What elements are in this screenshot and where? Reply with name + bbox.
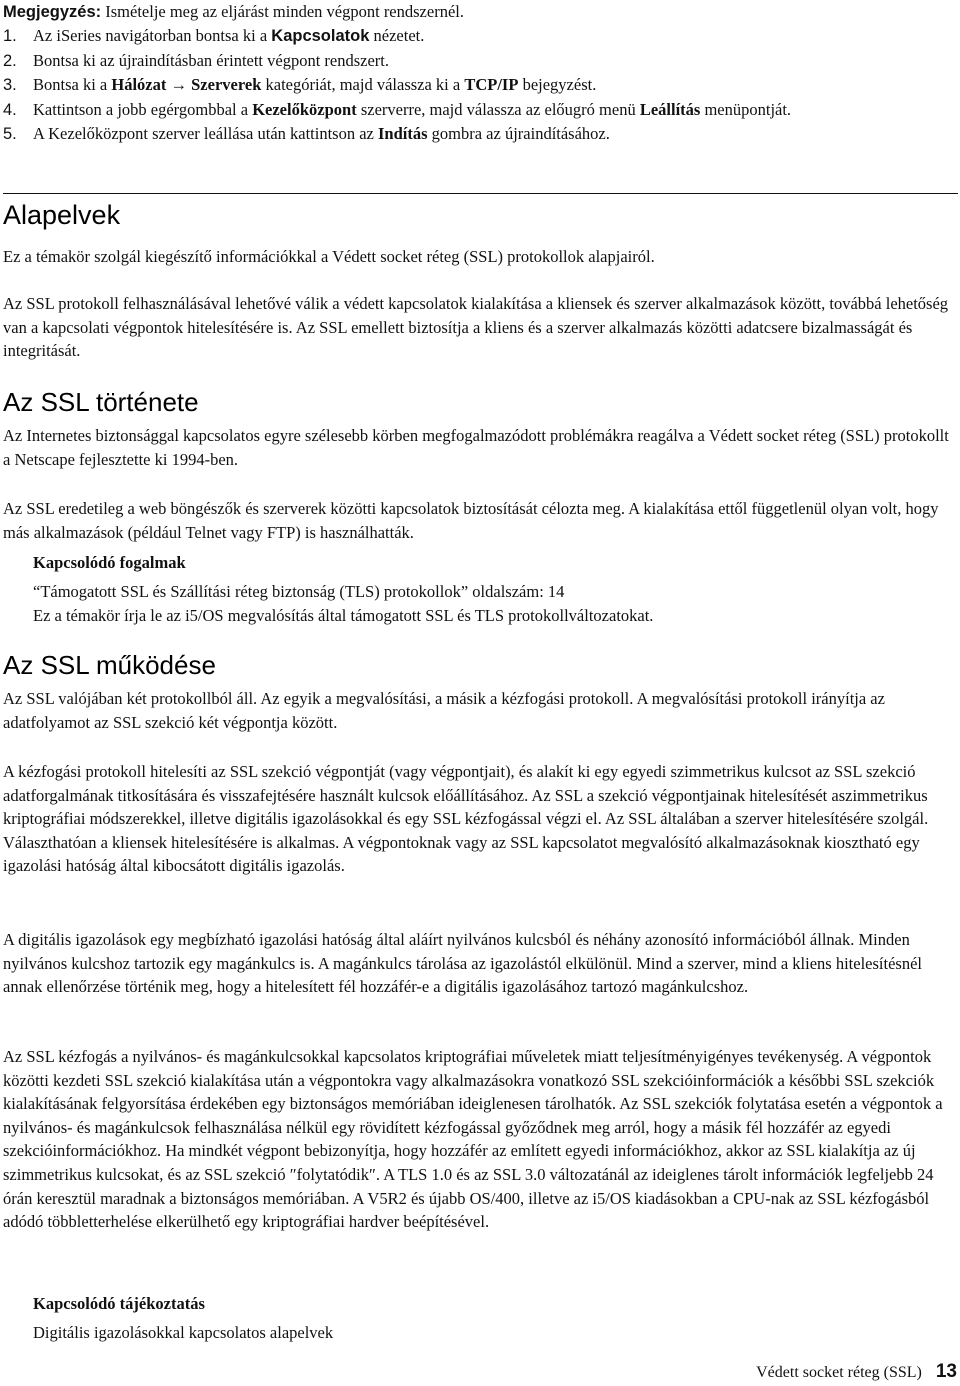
- step-item: [3, 73, 959, 98]
- note-text: Ismételje meg az eljárást minden végpont rendszernél.: [101, 2, 464, 21]
- paragraph: Az Internetes biztonsággal kapcsolatos egyre szélesebb körben megfogalmazódott problémákra reagálva a Védett socket réteg (SSL) protokollt a Netscape fejlesztette ki 1994-ben.: [3, 426, 949, 469]
- paragraph: Az SSL kézfogás a nyilvános- és magánkulcsokkal kapcsolatos kriptográfiai műveletek miatt teljesítményigényes tevékenység. A végpontok közötti kezdeti SSL szekció kialakítása után a végpontokra vagy alkalmazásokra vonatkozó SSL szekcióinformációk a későbbi SSL szekciók kialakításának felgyorsítása érdekében egy biztonságos memóriában ideiglenesen tárolhatók. Az SSL szekciók folytatása esetén a végpontok a nyilvános- és magánkulcsok felhasználása nélkül egy rövidített kézfogással győződnek meg arról, hogy a másik fél hozzáfér az egyedi szekcióinformációkhoz. Ha mindkét végpont bebizonyítja, hogy hozzáfér az említett egyedi információkhoz, akkor az SSL kialakítja az új szimmetrikus kulcsokat, és az SSL szekció ″folytatódik″. A TLS 1.0 és az SSL 3.0 változatánál az ideiglenes tárolt információk legfeljebb 24 órán keresztül maradnak a biztonságos memóriában. A V5R2 és újabb OS/400, illetve az i5/OS kiadásokban a CPU-nak az SSL kézfogásból adódó többletterhelése elkerülhető egy kriptográfiai hardver beépítésével.: [3, 1047, 943, 1232]
- step-emphasis: TCP/IP: [464, 75, 519, 95]
- step-emphasis: Kapcsolatok: [271, 27, 370, 45]
- step-emphasis: Indítás: [378, 124, 428, 144]
- section-mukodes: [3, 649, 959, 681]
- step-item: [3, 49, 959, 74]
- step-text: Bontsa ki a: [33, 75, 112, 95]
- paragraph: Az SSL valójában két protokollból áll. Az egyik a megvalósítási, a másik a kézfogási protokoll. A megvalósítási protokoll irányítja az adatfolyamot az SSL szekció két végpontja között.: [3, 689, 885, 732]
- related-info-heading: Kapcsolódó tájékoztatás: [33, 1294, 205, 1313]
- note-paragraph: [3, 0, 959, 25]
- paragraph: A kézfogási protokoll hitelesíti az SSL szekció végpontját (vagy végpontjait), és alakít ki egy egyedi szimmetrikus kulcsot az SSL szekció adatforgalmának titkosítására és visszafejtésére használt kulcsok előállításához. Az SSL a szekció végpontjainak hitelesítését aszimmetrikus kriptográfiai módszerekkel, illetve digitális igazolásokkal és egy SSL kézfogással végzi el. Az SSL általában a szerver hitelesítésére szolgál. Választhatóan a kliensek hitelesítésére is alkalmas. A végpontoknak vagy az SSL kapcsolatot megvalósító alkalmazásoknak kiosztható egy igazolási hatóság által kibocsátott digitális igazolás.: [3, 762, 929, 876]
- paragraph: Az SSL eredetileg a web böngészők és szerverek közötti kapcsolatok biztosítását célozta meg. A kialakítása ettől függetlenül olyan volt, hogy más alkalmazások (például Telnet vagy FTP) is használhatták.: [3, 499, 939, 542]
- paragraph: A digitális igazolások egy megbízható igazolási hatóság által aláírt nyilvános kulcsból és néhány azonosító információból állnak. Minden nyilvános kulcshoz tartozik egy magánkulcs is. A magánkulcs tárolása az igazolástól elkülönül. Mind a szerver, mind a kliens hitelesítésnél annak ellenőrzése történik meg, hogy a hitelesített fél hozzáfér-e a digitális igazolásához tartozó magánkulcshoz.: [3, 930, 922, 997]
- step-text: Az iSeries navigátorban bontsa ki a: [33, 26, 272, 45]
- step-number: 2.: [3, 51, 17, 70]
- related-info-link[interactable]: Digitális igazolásokkal kapcsolatos alapelvek: [33, 1323, 334, 1342]
- step-item: [3, 98, 959, 123]
- step-emphasis: Leállítás: [639, 99, 701, 119]
- step-emphasis: →: [166, 75, 192, 95]
- steps-list: [3, 24, 959, 147]
- footer-title: Védett socket réteg (SSL): [756, 1364, 922, 1381]
- step-item: [3, 24, 959, 49]
- step-text: menüpontját.: [700, 99, 792, 119]
- step-number: 4.: [3, 100, 17, 119]
- step-text: Bontsa ki az újraindításban érintett végpont rendszert.: [33, 50, 390, 70]
- step-text: szerverre, majd válassza az előugró menü: [356, 99, 640, 119]
- paragraph: Az SSL protokoll felhasználásával lehetővé válik a védett kapcsolatok kialakítása a kliensek és szerver alkalmazások között, továbbá lehetőség van a kapcsolati végpontok hitelesítésére is. Az SSL emellett biztosítja a kliens és a szerver alkalmazás közötti adatcsere bizalmasságát és integritását.: [3, 294, 949, 361]
- related-concept-description: Ez a témakör írja le az i5/OS megvalósítás által támogatott SSL és TLS protokollváltozatokat.: [33, 605, 654, 625]
- step-text: kategóriát, majd válassza ki a: [261, 75, 465, 95]
- step-text: Kattintson a jobb egérgombbal a: [33, 99, 253, 119]
- step-text: gombra az újraindításához.: [427, 124, 610, 144]
- step-emphasis: Kezelőközpont: [252, 99, 357, 119]
- related-concept-link[interactable]: “Támogatott SSL és Szállítási réteg biztonság (TLS) protokollok” oldalszám: 14: [33, 582, 565, 601]
- page-number: 13: [935, 1361, 957, 1382]
- page-footer: [756, 1360, 957, 1385]
- step-text: nézetet.: [369, 26, 425, 45]
- note-label: Megjegyzés:: [3, 3, 102, 21]
- step-text: bejegyzést.: [518, 75, 597, 95]
- related-concepts-heading: Kapcsolódó fogalmak: [33, 553, 186, 572]
- step-item: [3, 122, 959, 147]
- section-title: Az SSL működése: [3, 650, 216, 680]
- section-alapelvek: [3, 199, 959, 231]
- paragraph: Ez a témakör szolgál kiegészítő információkkal a Védett socket réteg (SSL) protokollok alapjairól.: [3, 247, 655, 266]
- step-number: 3.: [3, 76, 17, 95]
- step-number: 5.: [3, 125, 17, 144]
- section-divider: [3, 193, 958, 194]
- step-emphasis: Szerverek: [191, 75, 262, 95]
- step-number: 1.: [3, 27, 17, 45]
- section-title: Alapelvek: [3, 200, 121, 230]
- section-tortenet: [3, 386, 959, 418]
- step-emphasis: Hálózat: [111, 75, 167, 95]
- step-text: A Kezelőközpont szerver leállása után kattintson az: [33, 124, 378, 144]
- section-title: Az SSL története: [3, 387, 199, 417]
